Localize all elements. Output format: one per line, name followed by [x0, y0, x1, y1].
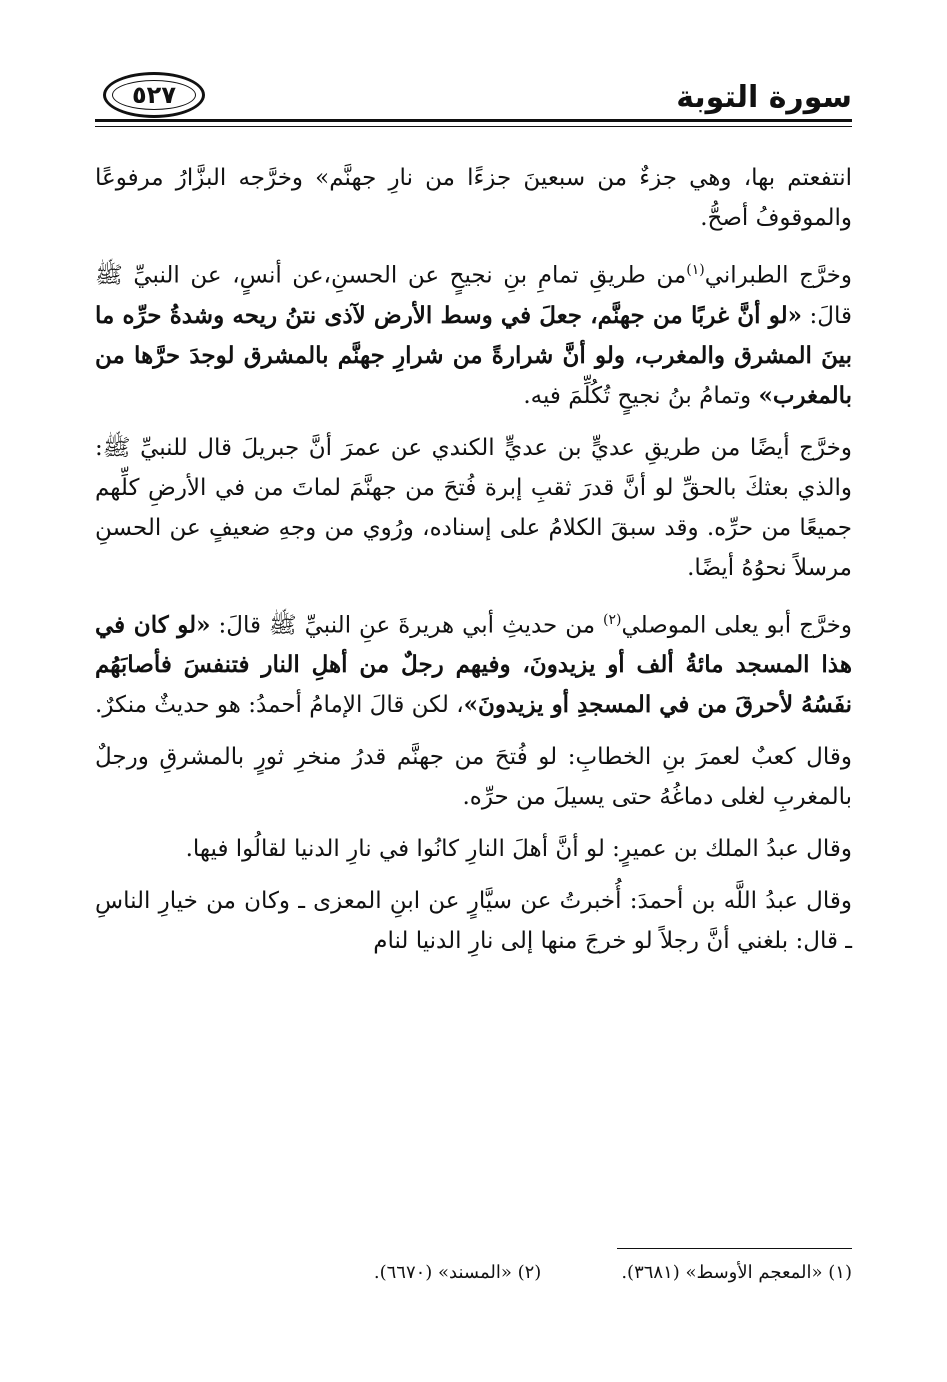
header-rule-thick [95, 119, 852, 122]
page-header [95, 72, 852, 132]
hadith-quote: «لو أنَّ غربًا من جهنَّم، جعلَ في وسط الأرض لآذى نتنُ ريحه وشدةُ حرِّه ما بينَ المشرق والمغرب، ولو أنَّ شرارةً من شرارِ جهنَّم بالمشرق لوجدَ حرَّها من بالمغرب» [95, 301, 852, 409]
footnote-separator [617, 1248, 852, 1249]
footnote-1: (١) «المعجم الأوسط» (٣٦٨١). [621, 1262, 852, 1283]
paragraph [95, 881, 852, 961]
text-segment: من حديثِ أبي هريرةَ عنِ النبيِّ ﷺ قالَ: [210, 612, 603, 639]
text-segment: وقال عبدُ اللَّه بن أحمدَ: أُخبرتُ عن سيَّارٍ عن ابنِ المعزى ـ وكان من خيارِ الناسِ ـ قال: بلغني أنَّ رجلاً لو خرجَ منها إلى نارِ الدنيا لنام [95, 888, 852, 955]
paragraph [95, 737, 852, 817]
text-segment: وخرَّج أيضًا من طريقِ عديٍّ بن عديٍّ الكندي عن عمرَ أنَّ جبريلَ قال للنبيِّ ﷺ: والذي بعثكَ بالحقِّ لو أنَّ قدرَ ثقبِ إبرة فُتحَ من جهنَّمَ لماتَ من في الأرضِ كلِّهم جميعًا من حرِّه. وقد سبقَ الكلامُ على إسناده، ورُوي من وجهِ ضعيفٍ عن الحسنِ مرسلاً نحوُهُ أيضًا. [95, 434, 852, 581]
text-segment: من طريقِ تمامِ بنِ نجيحٍ عن الحسنِ،عن أنسٍ، عن النبيِّ ﷺ قالَ: [95, 262, 852, 329]
text-segment: وقال كعبٌ لعمرَ بنِ الخطابِ: لو فُتحَ من جهنَّم قدرُ منخرِ ثورٍ بالمشرقِ ورجلٌ بالمغربِ لغلى دماغُهُ حتى يسيلَ من حرِّه. [95, 744, 852, 811]
text-segment: وقال عبدُ الملك بن عميرٍ: لو أنَّ أهلَ النارِ كانُوا في نارِ الدنيا لقالُوا فيها. [185, 836, 852, 863]
paragraph [95, 158, 852, 238]
footnote-ref: (٢) [602, 611, 622, 628]
paragraph [95, 829, 852, 869]
text-segment: وخرَّج الطبراني [704, 262, 852, 289]
text-segment: انتفعتم بها، وهي جزءٌ من سبعينَ جزءًا من نارِ جهنَّم» وخرَّجه البزَّارُ مرفوعًا والموقوفُ أصحُّ. [95, 165, 852, 231]
paragraph [95, 250, 852, 416]
footnote-2: (٢) «المسند» (٦٦٧٠). [373, 1262, 542, 1283]
hadith-quote: «لو كان في هذا المسجد مائةُ ألف أو يزيدونَ، وفيهم رجلٌ من أهلِ النار فتنفسَ فأصابَهُم نفَسُهُ لأحرقَ من في المسجدِ أو يزيدونَ» [95, 611, 852, 719]
text-segment: وتمامُ بنُ نجيحٍ تُكُلِّمَ فيه. [523, 382, 759, 409]
text-segment: ، لكن قالَ الإمامُ أحمدُ: هو حديثٌ منكرٌ. [95, 692, 464, 719]
footnotes [95, 1262, 852, 1283]
text-segment: وخرَّج أبو يعلى الموصلي [621, 612, 852, 639]
surah-title: سورة التوبة [676, 80, 852, 115]
footnote-ref: (١) [686, 262, 705, 278]
page-number-badge: ٥٢٧ [103, 72, 205, 118]
header-rule-thin [95, 126, 852, 127]
body-text [95, 158, 852, 973]
paragraph [95, 428, 852, 588]
paragraph [95, 600, 852, 726]
